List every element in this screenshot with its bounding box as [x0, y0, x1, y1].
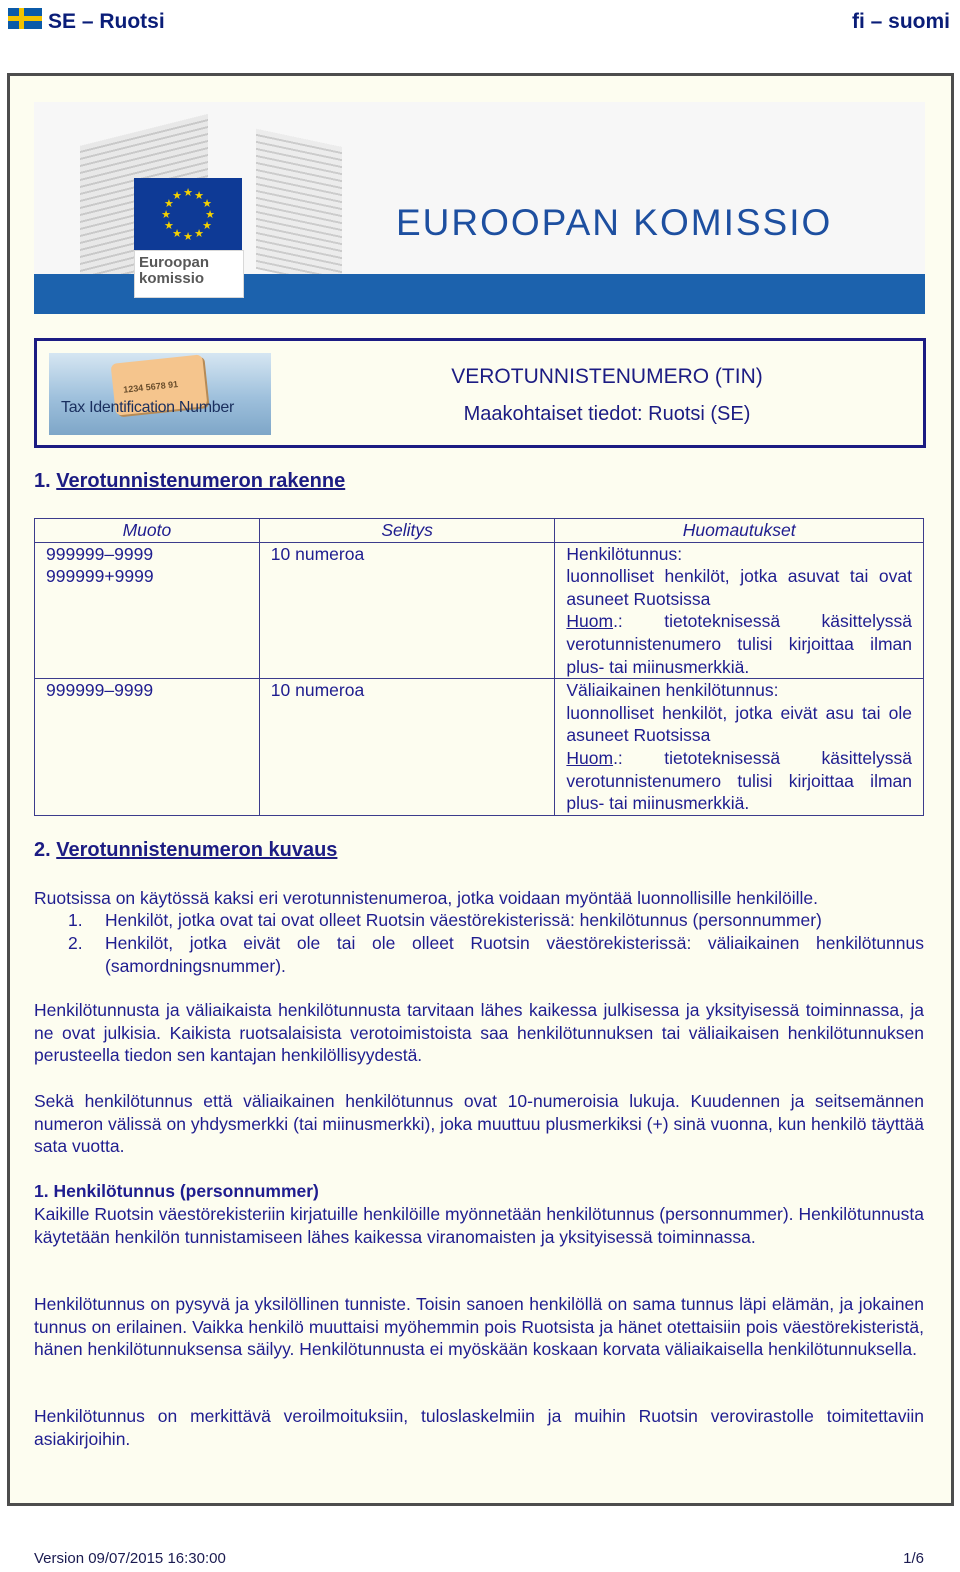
table-row — [35, 679, 924, 816]
list-text: Henkilöt, jotka eivät ole tai ole olleet Ruotsin väestörekisterissä: väliaikainen henkilötunnus (samordningsnummer). — [105, 933, 924, 976]
paragraph: Henkilötunnus on merkittävä veroilmoituksiin, tuloslaskelmiin ja muihin Ruotsin verovirastolle toimitettaviin asiakirjoihin. — [34, 1406, 924, 1449]
title-box — [34, 338, 926, 448]
list-item — [34, 932, 924, 978]
sweden-flag-icon — [8, 8, 42, 29]
eu-star-icon: ★ — [194, 189, 204, 202]
tin-structure-table — [34, 518, 924, 816]
document-title: VEROTUNNISTENUMERO (TIN) — [451, 365, 763, 388]
column-header-notes: Huomautukset — [555, 519, 924, 543]
version-stamp: Version 09/07/2015 16:30:00 — [34, 1550, 226, 1567]
country-label: SE – Ruotsi — [48, 10, 165, 33]
notes-cell — [555, 679, 924, 816]
european-commission-banner — [34, 102, 925, 314]
section-1-heading — [34, 470, 345, 493]
column-header-explanation: Selitys — [259, 519, 555, 543]
document-header — [0, 0, 960, 44]
column-header-format: Muoto — [35, 519, 260, 543]
subsection-heading: 1. Henkilötunnus (personnummer) — [34, 1181, 319, 1201]
eu-star-icon: ★ — [202, 198, 212, 210]
format-value: 999999–9999 — [46, 680, 154, 701]
section-2-number: 2. — [34, 839, 51, 861]
note-title: Väliaikainen henkilötunnus: — [566, 680, 779, 701]
eu-star-icon: ★ — [161, 209, 171, 221]
list-number: 1. — [68, 910, 83, 930]
paragraph: Henkilötunnusta ja väliaikaista henkilötunnusta tarvitaan lähes kaikessa julkisessa ja yksityisessä toiminnassa, ja ne ovat julkisia. Kaikista ruotsalaisista verotoimistoista saa henkilötunnuksen tai väliaikaisen henkilötunnuksen perusteella tiedon sen kantajan henkilöllisyydestä. — [34, 1000, 924, 1066]
eu-star-icon: ★ — [172, 189, 182, 202]
explanation-cell: 10 numeroa — [259, 542, 555, 679]
eu-star-icon: ★ — [205, 209, 215, 221]
commission-name: EUROOPAN KOMISSIO — [396, 202, 833, 243]
list-item — [34, 909, 924, 932]
page-number: 1/6 — [903, 1550, 924, 1567]
commission-logo — [134, 250, 244, 298]
format-value: 999999+9999 — [46, 566, 154, 587]
paragraph: Henkilötunnus on pysyvä ja yksilöllinen tunniste. Toisin sanoen henkilöllä on sama tunnus läpi elämän, ja jokainen tunnus on erilainen. Vaikka henkilö muuttaisi myöhemmin pois Ruotsista ja hänet otettaisiin pois väestörekisteristä, hänen henkilötunnuksensa säilyy. Henkilötunnusta ei myöskään koskaan korvata väliaikaisella henkilötunnuksella. — [34, 1294, 924, 1360]
eu-star-icon: ★ — [202, 220, 212, 232]
eu-flag-icon — [134, 178, 242, 250]
note-rest: .: tietoteknisessä käsittelyssä verotunnistenumero tulisi kirjoittaa ilman plus- tai miinusmerkkiä. — [566, 747, 912, 814]
format-cell — [35, 679, 260, 816]
notes-cell — [555, 542, 924, 679]
document-subtitle: Maakohtaiset tiedot: Ruotsi (SE) — [463, 403, 751, 425]
eu-star-icon: ★ — [164, 198, 174, 210]
format-cell — [35, 542, 260, 679]
list-number: 2. — [68, 933, 83, 953]
note-link[interactable]: Huom — [566, 747, 614, 768]
section-1-number: 1. — [34, 470, 51, 492]
tin-image-caption: Tax Identification Number — [61, 399, 235, 416]
language-label: fi – suomi — [851, 10, 950, 33]
eu-star-icon: ★ — [194, 228, 204, 241]
paragraph: Sekä henkilötunnus että väliaikainen henkilötunnus ovat 10-numeroisia lukuja. Kuudennen ja seitsemännen numeron välissä on yhdysmerkki (tai miinusmerkki), joka muuttuu plusmerkiksi (+) sinä vuonna, kun henkilö täyttää sata vuotta. — [34, 1091, 924, 1157]
paragraph: Kaikille Ruotsin väestörekisteriin kirjatuille henkilöille myönnetään henkilötunnus (personnummer). Henkilötunnusta käytetään henkilön tunnistamiseen lähes kaikessa viranomaisten ja yksityisessä toiminnassa. — [34, 1204, 924, 1247]
table-header-row — [35, 519, 924, 543]
note-rest: .: tietoteknisessä käsittelyssä verotunnistenumero tulisi kirjoittaa ilman plus- tai miinusmerkkiä. — [566, 611, 912, 677]
note-link[interactable]: Huom — [566, 611, 614, 632]
note-text: luonnolliset henkilöt, jotka asuvat tai ovat asuneet Ruotsissa — [566, 566, 912, 609]
note-title: Henkilötunnus: — [566, 543, 683, 564]
format-value: 999999–9999 — [46, 543, 154, 564]
section-2-heading — [34, 839, 337, 862]
eu-star-icon: ★ — [183, 187, 193, 199]
eu-star-icon: ★ — [164, 220, 174, 232]
logo-line-1: Euroopan — [139, 254, 209, 271]
tin-card-image — [49, 353, 271, 435]
berlaymont-building-wing-image — [256, 129, 342, 287]
section-2-intro: Ruotsissa on käytössä kaksi eri verotunnistenumeroa, jotka voidaan myöntää luonnollisille henkilöille. — [34, 888, 819, 908]
section-1-title-link[interactable]: Verotunnistenumeron rakenne — [56, 470, 346, 492]
note-text: luonnolliset henkilöt, jotka eivät asu tai ole asuneet Ruotsissa — [566, 702, 912, 746]
logo-line-2: komissio — [139, 270, 205, 287]
section-2-title-link[interactable]: Verotunnistenumeron kuvaus — [56, 839, 338, 861]
table-row — [35, 542, 924, 679]
eu-star-icon: ★ — [183, 231, 193, 243]
list-text: Henkilöt, jotka ovat tai ovat olleet Ruotsin väestörekisterissä: henkilötunnus (personnummer) — [105, 910, 822, 930]
eu-star-icon: ★ — [172, 228, 182, 241]
tin-card-number: 1234 5678 91 — [122, 379, 179, 395]
explanation-cell: 10 numeroa — [259, 679, 555, 816]
